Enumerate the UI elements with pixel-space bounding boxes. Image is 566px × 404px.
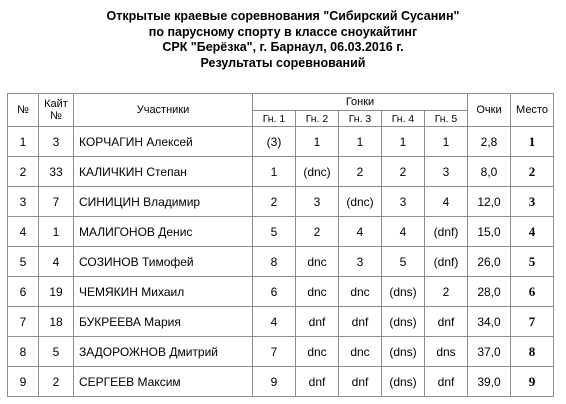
row-place: 2 — [511, 157, 554, 187]
row-race-3: dnf — [339, 367, 382, 397]
row-place: 6 — [511, 277, 554, 307]
row-race-4: 5 — [382, 247, 425, 277]
row-place: 9 — [511, 367, 554, 397]
row-kite: 18 — [39, 307, 74, 337]
race-header-4: Гн. 4 — [382, 111, 425, 127]
row-place: 7 — [511, 307, 554, 337]
table-row — [8, 367, 554, 397]
row-race-2: dnc — [296, 337, 339, 367]
row-race-1: 9 — [253, 367, 296, 397]
row-race-4: (dns) — [382, 307, 425, 337]
row-race-5: (dnf) — [425, 247, 468, 277]
row-race-2: (dnc) — [296, 157, 339, 187]
row-num: 7 — [8, 307, 39, 337]
row-race-3: 3 — [339, 247, 382, 277]
row-num: 5 — [8, 247, 39, 277]
row-kite: 1 — [39, 217, 74, 247]
header-subtitle: Результаты соревнований — [200, 55, 366, 70]
row-race-5: 1 — [425, 127, 468, 157]
row-participant: КАЛИЧКИН Степан — [74, 157, 253, 187]
col-kite-header — [39, 94, 74, 127]
row-kite: 7 — [39, 187, 74, 217]
row-kite: 33 — [39, 157, 74, 187]
race-header-3: Гн. 3 — [339, 111, 382, 127]
row-num: 3 — [8, 187, 39, 217]
row-points: 8,0 — [468, 157, 511, 187]
row-place: 3 — [511, 187, 554, 217]
row-race-4: 3 — [382, 187, 425, 217]
row-race-4: (dns) — [382, 367, 425, 397]
row-race-4: (dns) — [382, 337, 425, 367]
row-race-1: (3) — [253, 127, 296, 157]
row-participant: СОЗИНОВ Тимофей — [74, 247, 253, 277]
row-points: 34,0 — [468, 307, 511, 337]
col-kite-header-line2: № — [50, 110, 62, 122]
row-place: 5 — [511, 247, 554, 277]
row-points: 26,0 — [468, 247, 511, 277]
table-row — [8, 277, 554, 307]
row-race-2: 1 — [296, 127, 339, 157]
table-row — [8, 127, 554, 157]
row-place: 4 — [511, 217, 554, 247]
row-race-1: 1 — [253, 157, 296, 187]
row-place: 1 — [511, 127, 554, 157]
row-race-3: 1 — [339, 127, 382, 157]
row-race-5: dnf — [425, 307, 468, 337]
row-race-1: 5 — [253, 217, 296, 247]
row-race-2: dnc — [296, 277, 339, 307]
row-participant: МАЛИГОНОВ Денис — [74, 217, 253, 247]
table-row — [8, 247, 554, 277]
table-row — [8, 307, 554, 337]
row-race-5: (dnf) — [425, 217, 468, 247]
row-race-2: 2 — [296, 217, 339, 247]
row-race-3: 2 — [339, 157, 382, 187]
row-points: 39,0 — [468, 367, 511, 397]
row-kite: 3 — [39, 127, 74, 157]
row-race-3: (dnc) — [339, 187, 382, 217]
table-row — [8, 187, 554, 217]
row-race-5: dns — [425, 337, 468, 367]
row-kite: 2 — [39, 367, 74, 397]
race-header-1: Гн. 1 — [253, 111, 296, 127]
col-kite-header-line1: Кайт — [44, 98, 68, 110]
table-body — [8, 127, 554, 397]
col-place-header: Место — [511, 94, 554, 127]
row-participant: ЧЕМЯКИН Михаил — [74, 277, 253, 307]
document-header — [0, 9, 566, 71]
row-kite: 5 — [39, 337, 74, 367]
row-race-4: (dns) — [382, 277, 425, 307]
row-race-3: dnf — [339, 307, 382, 337]
row-participant: СЕРГЕЕВ Максим — [74, 367, 253, 397]
race-header-2: Гн. 2 — [296, 111, 339, 127]
col-num-header: № — [8, 94, 39, 127]
row-race-1: 8 — [253, 247, 296, 277]
row-participant: БУКРЕЕВА Мария — [74, 307, 253, 337]
results-table — [7, 93, 554, 397]
row-race-5: 4 — [425, 187, 468, 217]
row-race-3: dnc — [339, 277, 382, 307]
table-row — [8, 157, 554, 187]
row-race-3: dnc — [339, 337, 382, 367]
header-title: Открытые краевые соревнования "Сибирский Сусанин" — [106, 9, 460, 23]
col-races-header: Гонки — [253, 94, 468, 111]
row-race-1: 6 — [253, 277, 296, 307]
row-participant: ЗАДОРОЖНОВ Дмитрий — [74, 337, 253, 367]
row-race-4: 2 — [382, 157, 425, 187]
row-race-1: 4 — [253, 307, 296, 337]
header-class: по парусному спорту в классе сноукайтинг — [148, 24, 418, 39]
table-row — [8, 217, 554, 247]
row-kite: 4 — [39, 247, 74, 277]
row-race-1: 2 — [253, 187, 296, 217]
row-points: 37,0 — [468, 337, 511, 367]
row-race-2: dnc — [296, 247, 339, 277]
row-race-5: 3 — [425, 157, 468, 187]
row-race-4: 4 — [382, 217, 425, 247]
row-race-2: dnf — [296, 367, 339, 397]
row-num: 6 — [8, 277, 39, 307]
row-points: 15,0 — [468, 217, 511, 247]
row-place: 8 — [511, 337, 554, 367]
row-participant: КОРЧАГИН Алексей — [74, 127, 253, 157]
row-points: 2,8 — [468, 127, 511, 157]
table-header-row — [8, 94, 554, 111]
race-header-5: Гн. 5 — [425, 111, 468, 127]
row-kite: 19 — [39, 277, 74, 307]
row-num: 8 — [8, 337, 39, 367]
row-num: 9 — [8, 367, 39, 397]
row-race-4: 1 — [382, 127, 425, 157]
row-participant: СИНИЦИН Владимир — [74, 187, 253, 217]
row-race-5: dnf — [425, 367, 468, 397]
row-points: 12,0 — [468, 187, 511, 217]
table-row — [8, 337, 554, 367]
row-race-5: 2 — [425, 277, 468, 307]
col-points-header: Очки — [468, 94, 511, 127]
row-points: 28,0 — [468, 277, 511, 307]
row-race-3: 4 — [339, 217, 382, 247]
header-venue-date: СРК "Берёзка", г. Барнаул, 06.03.2016 г. — [162, 40, 404, 54]
row-race-1: 7 — [253, 337, 296, 367]
row-race-2: dnf — [296, 307, 339, 337]
row-num: 2 — [8, 157, 39, 187]
row-race-2: 3 — [296, 187, 339, 217]
row-num: 4 — [8, 217, 39, 247]
row-num: 1 — [8, 127, 39, 157]
col-participants-header: Участники — [74, 94, 253, 127]
